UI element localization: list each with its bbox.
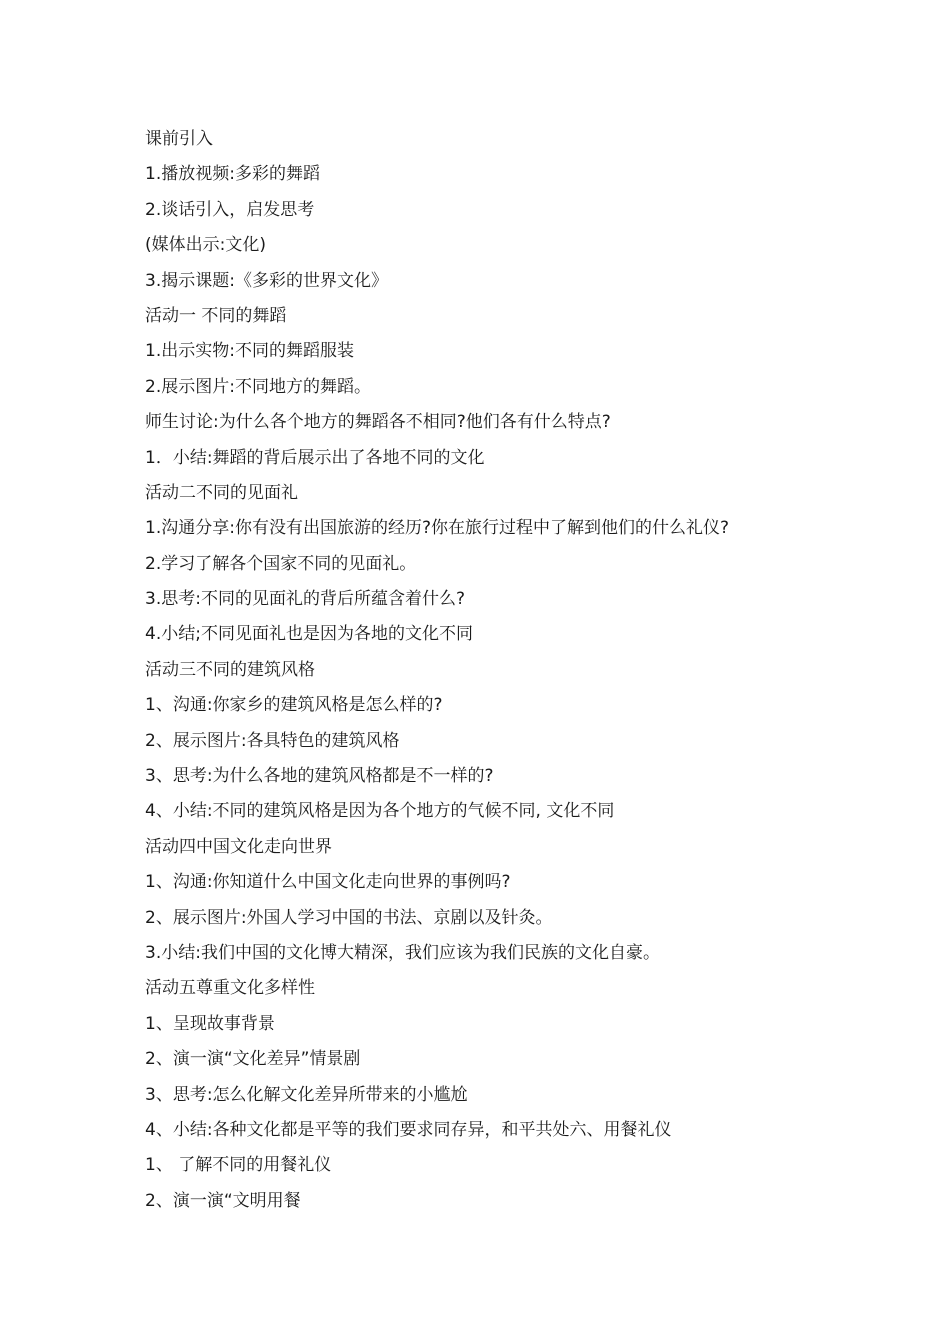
- text-line: 2.展示图片:不同地方的舞蹈。: [145, 376, 371, 397]
- text-line: 3、思考:怎么化解文化差异所带来的小尴尬: [145, 1084, 468, 1105]
- text-line: 1、 了解不同的用餐礼仪: [145, 1155, 332, 1176]
- text-line: 2、演一演“文化差异”情景剧: [145, 1049, 361, 1070]
- heading-activity-5: 活动五尊重文化多样性: [145, 978, 315, 999]
- text-line: 4.小结;不同见面礼也是因为各地的文化不同: [145, 624, 473, 645]
- text-line: 1.出示实物:不同的舞蹈服装: [145, 341, 354, 362]
- text-line: 1、沟通:你家乡的建筑风格是怎么样的?: [145, 695, 443, 716]
- text-line: 3、思考:为什么各地的建筑风格都是不一样的?: [145, 766, 494, 787]
- text-line: 1、沟通:你知道什么中国文化走向世界的事例吗?: [145, 872, 511, 893]
- heading-activity-4: 活动四中国文化走向世界: [145, 836, 332, 857]
- text-line: 1、呈现故事背景: [145, 1013, 275, 1034]
- document-body: [145, 122, 865, 1219]
- heading-intro: 课前引入: [145, 129, 213, 149]
- heading-activity-1: 活动一 不同的舞蹈: [145, 305, 287, 326]
- text-line: 2、演一演“文明用餐: [145, 1190, 301, 1211]
- text-line: 1．小结:舞蹈的背后展示出了各地不同的文化: [145, 447, 485, 468]
- heading-activity-2: 活动二不同的见面礼: [145, 482, 298, 503]
- text-line: 2、展示图片:各具特色的建筑风格: [145, 730, 400, 751]
- text-line: 师生讨论:为什么各个地方的舞蹈各不相同?他们各有什么特点?: [145, 412, 611, 433]
- text-line: 3.思考:不同的见面礼的背后所蕴含着什么?: [145, 589, 465, 610]
- heading-activity-3: 活动三不同的建筑风格: [145, 659, 315, 680]
- text-line: 2.学习了解各个国家不同的见面礼。: [145, 553, 417, 574]
- text-line: 2.谈话引入，启发思考: [145, 199, 315, 220]
- text-line: 1.播放视频:多彩的舞蹈: [145, 164, 320, 185]
- text-line: 3.小结:我们中国的文化博大精深，我们应该为我们民族的文化自豪。: [145, 942, 660, 963]
- text-line: 3.揭示课题:《多彩的世界文化》: [145, 270, 388, 291]
- text-line: 2、展示图片:外国人学习中国的书法、京剧以及针灸。: [145, 907, 553, 928]
- text-line: 4、小结:不同的建筑风格是因为各个地方的气候不同, 文化不同: [145, 801, 615, 822]
- text-line: (媒体出示:文化): [145, 235, 266, 256]
- text-line: 1.沟通分享:你有没有出国旅游的经历?你在旅行过程中了解到他们的什么礼仪?: [145, 518, 729, 539]
- text-line: 4、小结:各种文化都是平等的我们要求同存异，和平共处六、用餐礼仪: [145, 1119, 672, 1140]
